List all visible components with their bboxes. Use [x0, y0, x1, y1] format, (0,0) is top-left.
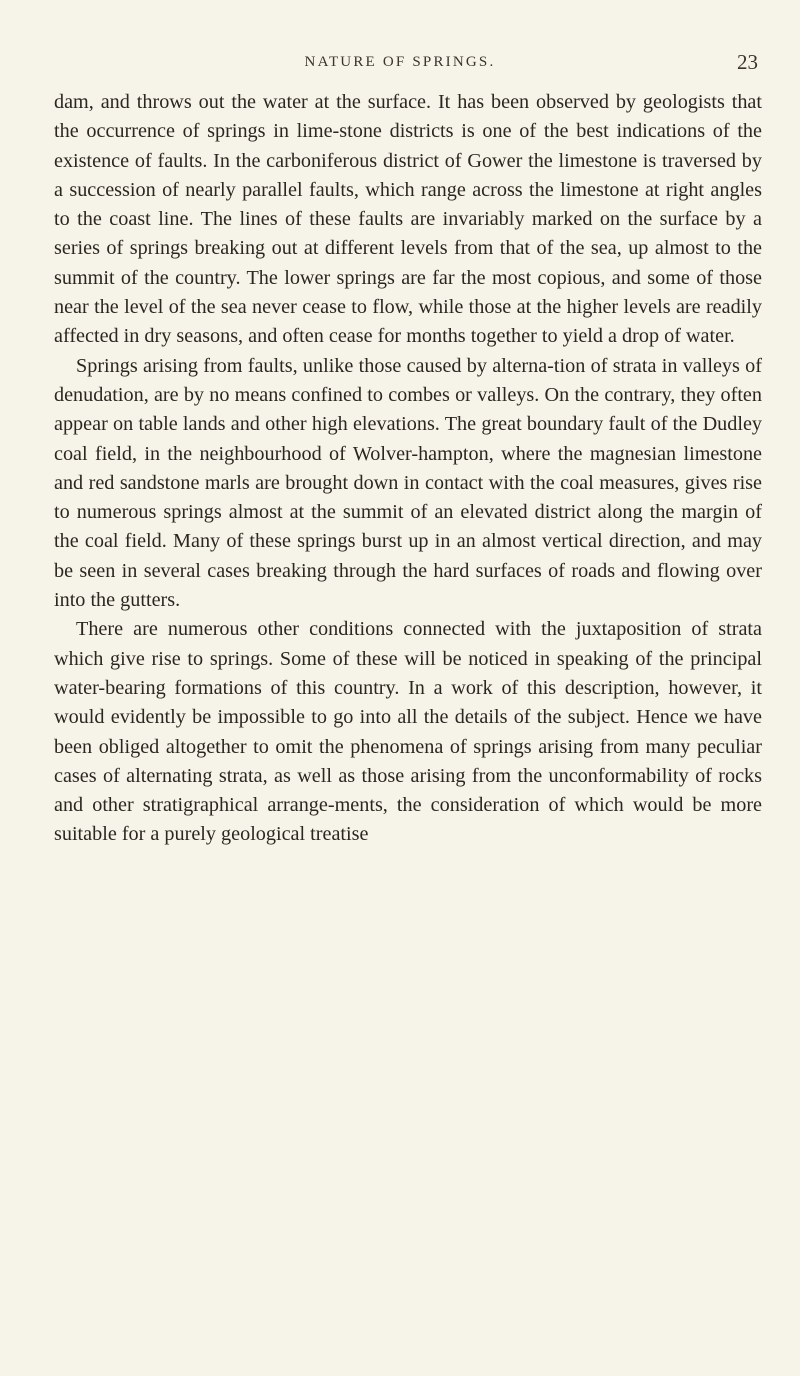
running-title: NATURE OF SPRINGS.: [304, 54, 496, 70]
running-head: [0, 50, 800, 78]
paragraph-continued: dam, and throws out the water at the surface. It has been observed by geologists that the occurrence of springs in lime-stone districts is one of the best indications of the existence of faults. In the carboniferous district of Gower the limestone is traversed by a succession of nearly parallel faults, which range across the limestone at right angles to the coast line. The lines of these faults are invariably marked on the surface by a series of springs breaking out at different levels from that of the sea, up almost to the summit of the country. The lower springs are far the most copious, and some of those near the level of the sea never cease to flow, while those at the higher levels are readily affected in dry seasons, and often cease for months together to yield a drop of water.: [54, 91, 762, 348]
page-number: 23: [737, 50, 758, 74]
paragraph-springs-from-faults: Springs arising from faults, unlike those caused by alterna-tion of strata in valleys of denudation, are by no means confined to combes or valleys. On the contrary, they often appear on table lands and other high elevations. The great boundary fault of the Dudley coal field, in the neighbourhood of Wolver-hampton, where the magnesian limestone and red sandstone marls are brought down in contact with the coal measures, gives rise to numerous springs almost at the summit of an elevated district along the margin of the coal field. Many of these springs burst up in an almost vertical direction, and may be seen in several cases breaking through the hard surfaces of roads and flowing over into the gutters.: [54, 354, 762, 612]
body-text: [54, 88, 762, 850]
paragraph-other-conditions: There are numerous other conditions connected with the juxtaposition of strata which give rise to springs. Some of these will be noticed in speaking of the principal water-bearing formations of this country. In a work of this description, however, it would evidently be impossible to go into all the details of the subject. Hence we have been obliged altogether to omit the phenomena of springs arising from many peculiar cases of alternating strata, as well as those arising from the unconformability of rocks and other stratigraphical arrange-ments, the consideration of which would be more suitable for a purely geological treatise: [54, 618, 762, 846]
